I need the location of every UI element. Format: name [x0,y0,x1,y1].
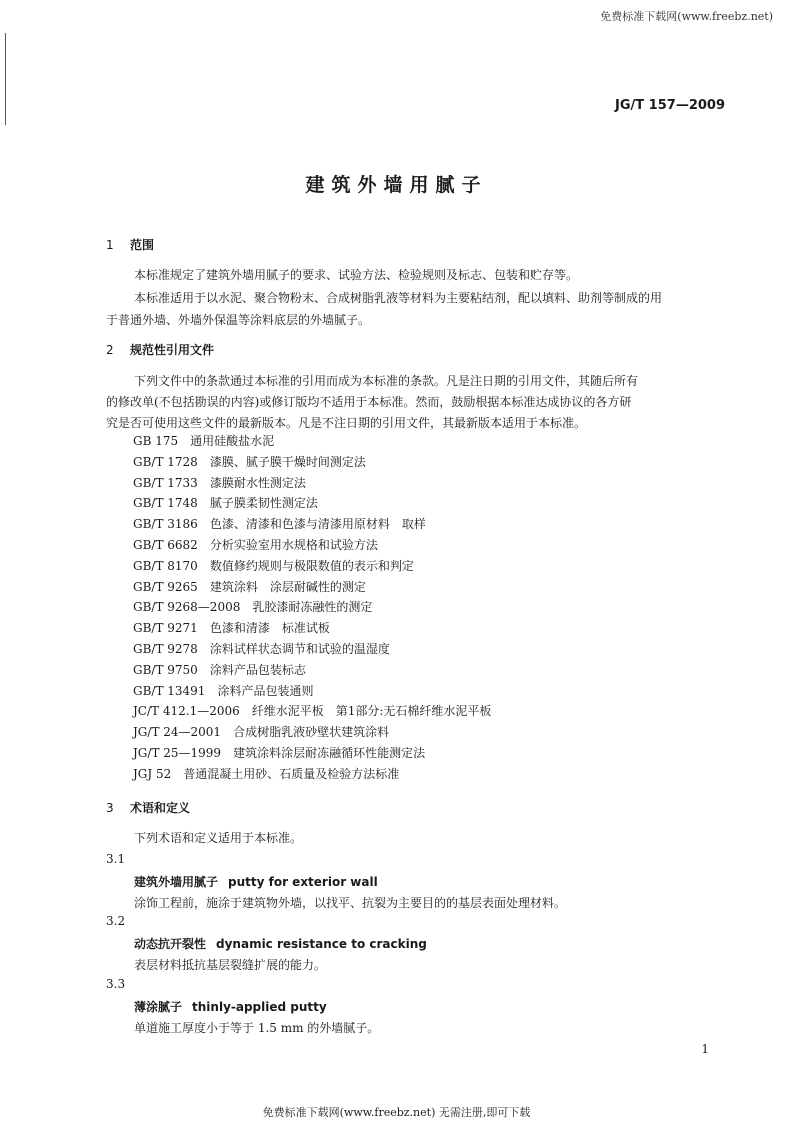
paragraph: 本标准规定了建筑外墙用腻子的要求、试验方法、检验规则及标志、包装和贮存等。 [134,268,579,282]
ref-code: JC/T 412.1—2006 [133,704,240,719]
paragraph: 下列文件中的条款通过本标准的引用而成为本标准的条款。凡是注日期的引用文件，其随后所有 [134,374,639,388]
ref-code: JG/T 24—2001 [133,725,222,740]
list-item [133,577,491,598]
section-number: 1 [106,238,114,252]
paragraph: 本标准适用于以水泥、聚合物粉末、合成树脂乳液等材料为主要粘结剂，配以填料、助剂等制成的用 [134,291,663,305]
section-number: 3 [106,801,114,815]
paragraph: 的修改单(不包括勘误的内容)或修订版均不适用于本标准。然而，鼓励根据本标准达成协议的各方研 [106,395,632,409]
list-item [133,660,491,681]
term-heading [134,873,378,890]
term-definition: 涂饰工程前，施涂于建筑物外墙，以找平、抗裂为主要目的的基层表面处理材料。 [134,896,567,910]
list-item [133,514,491,535]
ref-code: GB/T 3186 [133,517,198,532]
ref-title: 涂料试样状态调节和试验的温湿度 [209,641,390,656]
ref-title: 建筑涂料 涂层耐碱性的测定 [209,579,366,594]
list-item [133,681,491,702]
ref-title: 合成树脂乳液砂壁状建筑涂料 [233,725,390,740]
term-en: dynamic resistance to cracking [216,937,427,951]
ref-title: 涂料产品包装标志 [209,662,306,677]
ref-code: GB/T 9750 [133,662,198,677]
ref-title: 普通混凝土用砂、石质量及检验方法标准 [183,766,400,781]
section-title: 术语和定义 [130,801,191,815]
ref-title: 建筑涂料涂层耐冻融循环性能测定法 [233,745,426,760]
list-item [133,535,491,556]
ref-code: GB/T 1728 [133,454,198,469]
list-item [133,639,491,660]
ref-title: 色漆和清漆 标准试板 [209,621,330,636]
ref-code: GB/T 6682 [133,537,198,552]
list-item [133,597,491,618]
ref-title: 分析实验室用水规格和试验方法 [209,537,378,552]
term-definition: 表层材料抵抗基层裂缝扩展的能力。 [134,958,327,972]
scan-edge-line [5,33,6,125]
ref-title: 腻子膜柔韧性测定法 [209,496,318,511]
list-item [133,618,491,639]
document-title: 建筑外墙用腻子 [305,174,488,196]
paragraph: 下列术语和定义适用于本标准。 [134,831,303,845]
page-number: 1 [701,1042,709,1056]
ref-code: GB/T 1733 [133,475,198,490]
term-zh: 动态抗开裂性 [134,937,207,951]
header-site-text: 免费标准下载网(www.freebz.net) [600,10,773,23]
list-item [133,452,491,473]
ref-code: GB/T 9265 [133,579,198,594]
ref-code: GB/T 1748 [133,496,198,511]
section-3-heading [106,799,190,816]
term-zh: 薄涂腻子 [134,1000,183,1014]
list-item [133,431,491,452]
term-en: putty for exterior wall [228,875,378,889]
term-heading [134,935,427,952]
ref-title: 乳胶漆耐冻融性的测定 [252,600,373,615]
ref-code: GB/T 9268—2008 [133,600,241,615]
ref-title: 纤维水泥平板 第1部分:无石棉纤维水泥平板 [251,704,492,719]
ref-code: GB 175 [133,434,179,448]
ref-title: 漆膜耐水性测定法 [209,475,306,490]
ref-title: 通用硅酸盐水泥 [190,434,275,448]
list-item [133,556,491,577]
ref-code: JG/T 25—1999 [133,745,222,760]
standard-number: JG/T 157—2009 [615,98,725,113]
list-item [133,493,491,514]
section-title: 规范性引用文件 [130,343,215,357]
term-en: thinly-applied putty [192,1000,327,1014]
section-1-heading [106,236,154,253]
list-item [133,764,491,785]
list-item [133,701,491,722]
ref-code: GB/T 8170 [133,558,198,573]
reference-list [133,431,491,785]
paragraph: 究是否可使用这些文件的最新版本。凡是不注日期的引用文件，其最新版本适用于本标准。 [106,416,587,430]
clause-number: 3.2 [106,914,126,928]
footer-text: 免费标准下载网(www.freebz.net) 无需注册,即可下载 [262,1106,531,1119]
section-number: 2 [106,343,114,357]
ref-code: GB/T 13491 [133,683,206,698]
ref-code: JGJ 52 [133,766,172,781]
ref-code: GB/T 9271 [133,621,198,636]
list-item [133,743,491,764]
clause-number: 3.1 [106,852,126,866]
ref-title: 色漆、清漆和色漆与清漆用原材料 取样 [209,517,426,532]
ref-title: 数值修约规则与极限数值的表示和判定 [209,558,414,573]
ref-code: GB/T 9278 [133,641,198,656]
ref-title: 涂料产品包装通则 [217,683,314,698]
section-title: 范围 [130,238,155,252]
term-definition: 单道施工厚度小于等于 1.5 mm 的外墙腻子。 [134,1021,380,1035]
section-2-heading [106,341,214,358]
term-zh: 建筑外墙用腻子 [134,875,219,889]
list-item [133,473,491,494]
clause-number: 3.3 [106,977,126,991]
ref-title: 漆膜、腻子膜干燥时间测定法 [209,454,366,469]
paragraph: 于普通外墙、外墙外保温等涂料底层的外墙腻子。 [106,313,371,327]
list-item [133,722,491,743]
term-heading [134,998,327,1015]
